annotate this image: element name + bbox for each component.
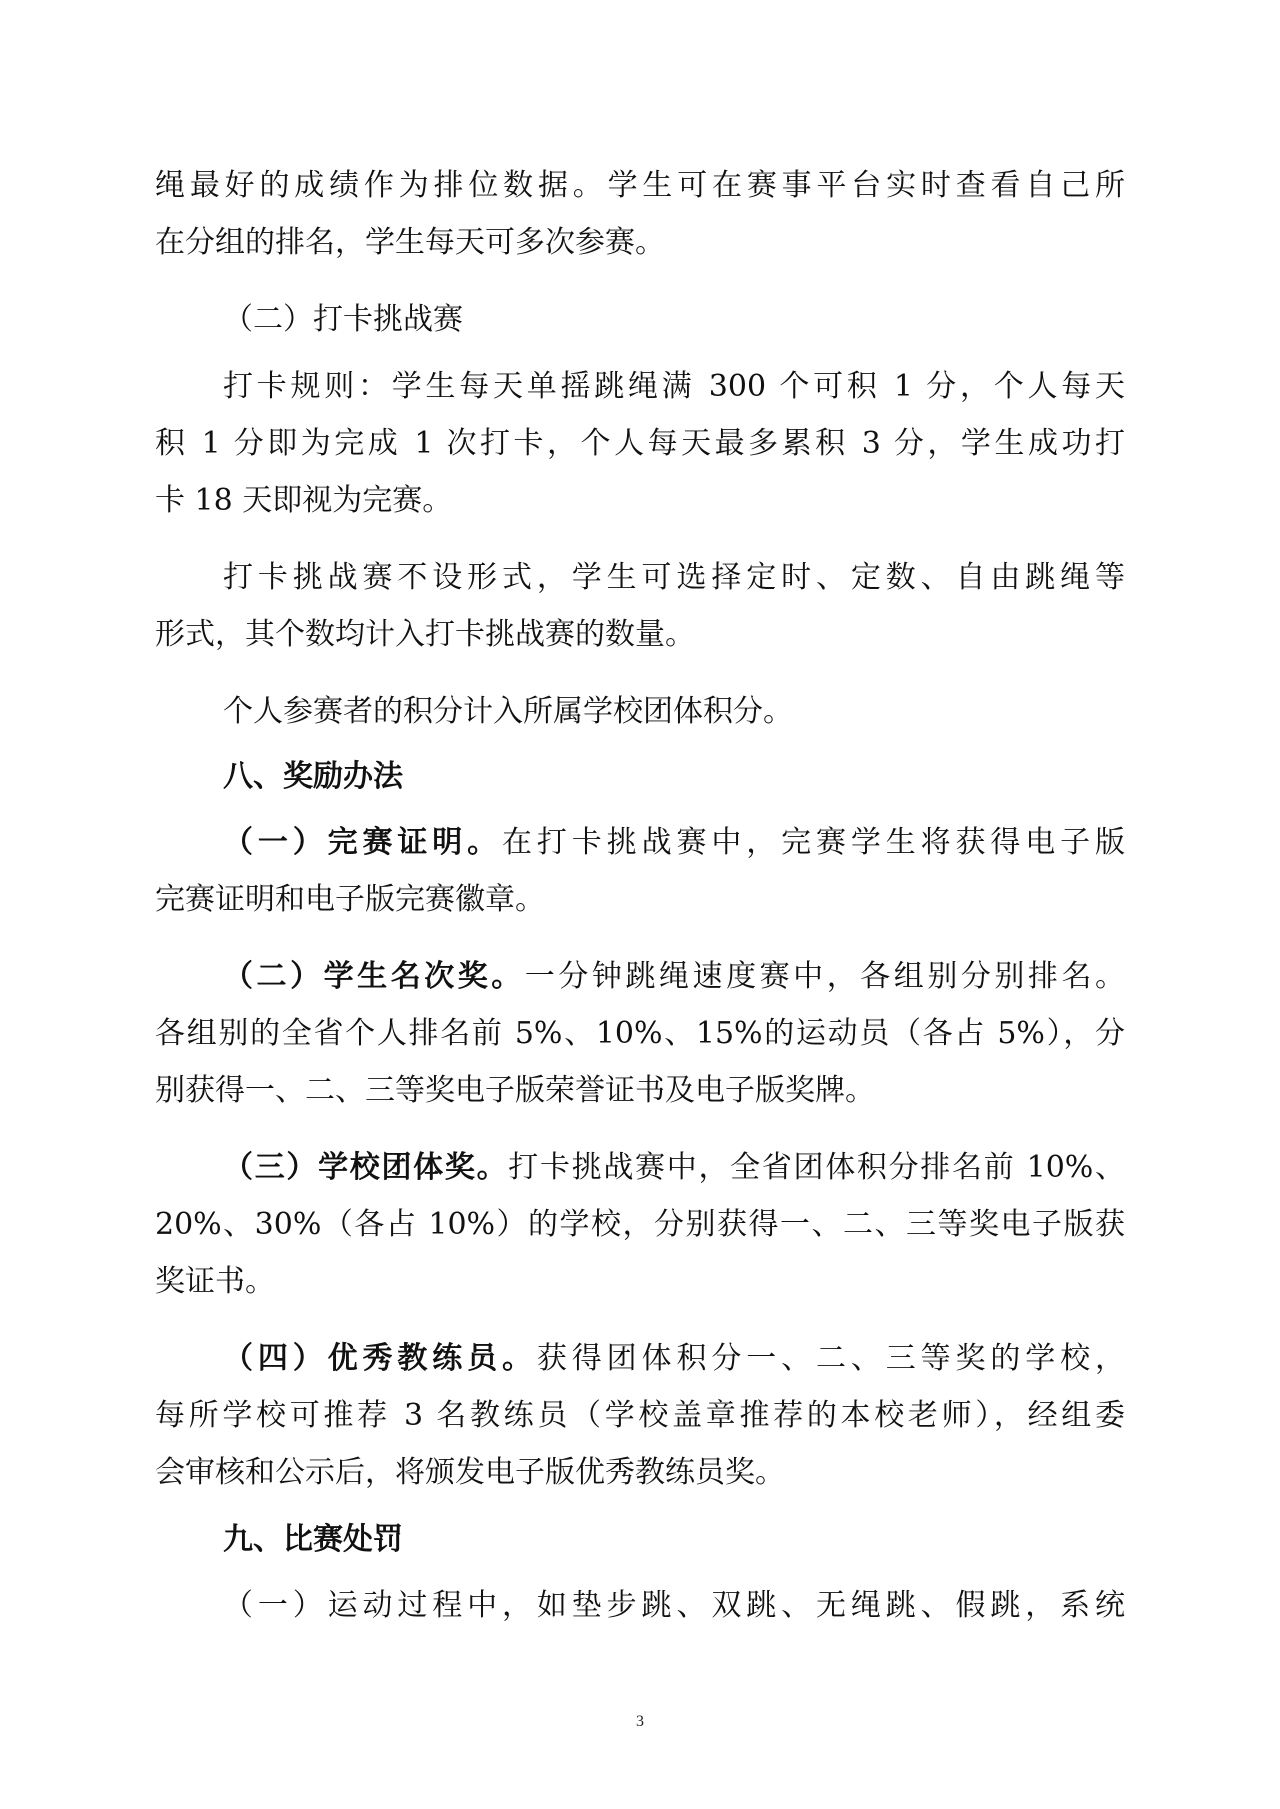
paragraph-line: 20%、30%（各占 10%）的学校，分别获得一、二、三等奖电子版获 [155,1207,1125,1242]
paragraph-line: 在分组的排名，学生每天可多次参赛。 [155,225,665,260]
page-number: 3 [636,1713,644,1730]
paragraph-line: 绳最好的成绩作为排位数据。学生可在赛事平台实时查看自己所 [155,168,1125,203]
section-heading: 八、奖励办法 [223,759,403,794]
paragraph-line [223,1144,1125,1192]
award-text: 打卡挑战赛中，全省团体积分排名前 10%、 [508,1150,1126,1185]
award-text: 一分钟跳绳速度赛中，各组别分别排名。 [524,959,1126,994]
paragraph-line [223,819,1125,867]
paragraph-line: 完赛证明和电子版完赛徽章。 [155,882,545,917]
subsection-heading: （二）打卡挑战赛 [223,302,463,337]
paragraph-line: 卡 18 天即视为完赛。 [155,483,453,518]
section-heading: 九、比赛处罚 [223,1522,403,1557]
paragraph-line [223,1335,1125,1383]
award-lead: （四）优秀教练员。 [223,1341,537,1376]
award-lead: （二）学生名次奖。 [223,959,525,994]
award-text: 在打卡挑战赛中，完赛学生将获得电子版 [502,825,1126,860]
paragraph-line: 各组别的全省个人排名前 5%、10%、15%的运动员（各占 5%），分 [155,1016,1125,1051]
paragraph-line: 打卡规则：学生每天单摇跳绳满 300 个可积 1 分，个人每天 [223,369,1125,404]
paragraph-line: 形式，其个数均计入打卡挑战赛的数量。 [155,617,695,652]
award-lead: （三）学校团体奖。 [223,1150,509,1185]
award-lead: （一）完赛证明。 [223,825,503,860]
paragraph-line: （一）运动过程中，如垫步跳、双跳、无绳跳、假跳，系统 [223,1588,1125,1623]
award-text: 获得团体积分一、二、三等奖的学校， [536,1341,1126,1376]
paragraph-line: 积 1 分即为完成 1 次打卡，个人每天最多累积 3 分，学生成功打 [155,426,1125,461]
paragraph-line: 奖证书。 [155,1264,275,1299]
paragraph-line: 打卡挑战赛不设形式，学生可选择定时、定数、自由跳绳等 [223,560,1125,595]
paragraph-line [223,953,1125,1001]
paragraph-line: 每所学校可推荐 3 名教练员（学校盖章推荐的本校老师），经组委 [155,1398,1125,1433]
paragraph-line: 个人参赛者的积分计入所属学校团体积分。 [223,694,793,729]
paragraph-line: 别获得一、二、三等奖电子版荣誉证书及电子版奖牌。 [155,1073,875,1108]
paragraph-line: 会审核和公示后，将颁发电子版优秀教练员奖。 [155,1455,785,1490]
